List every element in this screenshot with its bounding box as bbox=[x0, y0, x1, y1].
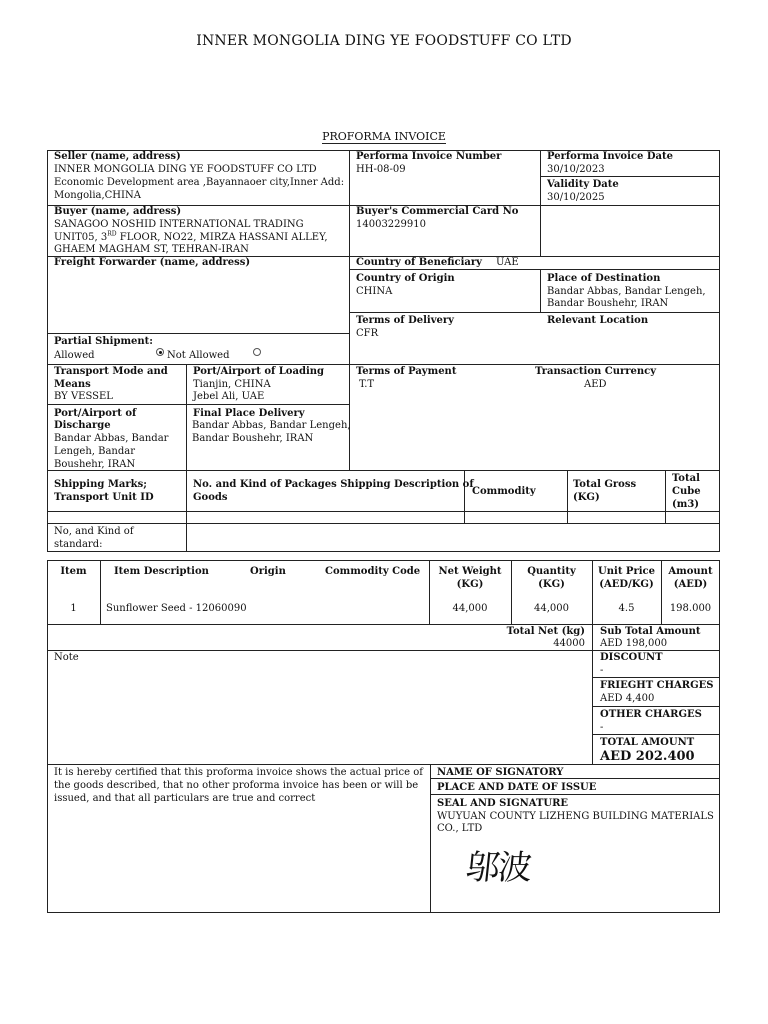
discount-value: - bbox=[600, 665, 604, 676]
partial-allowed-label: Allowed bbox=[54, 350, 95, 361]
final-delivery-line-1: Bandar Abbas, Bandar Lengeh, bbox=[192, 420, 351, 431]
shipping-marks-label-2: Transport Unit ID bbox=[54, 492, 154, 503]
buyer-line-2: UNIT05, 3RD FLOOR, NO22, MIRZA HASSANI ALLEY, bbox=[54, 230, 328, 243]
discharge-label-2: Discharge bbox=[54, 420, 111, 431]
row-quantity: 44,000 bbox=[534, 603, 569, 614]
packages-label-2: Goods bbox=[193, 492, 228, 503]
gross-label-1: Total Gross bbox=[573, 479, 637, 490]
final-delivery-line-2: Bandar Boushehr, IRAN bbox=[192, 433, 314, 444]
buyer-label: Buyer (name, address) bbox=[54, 206, 182, 217]
origin-country-label: Country of Origin bbox=[356, 273, 455, 284]
partial-allowed-radio[interactable] bbox=[156, 348, 164, 356]
col-commodity-code-header: Commodity Code bbox=[325, 566, 421, 577]
cube-label-2: Cube bbox=[672, 486, 701, 497]
note-label: Note bbox=[54, 652, 79, 663]
currency-value: AED bbox=[584, 379, 607, 390]
invoice-header-frame bbox=[47, 150, 720, 471]
row-unit-price: 4.5 bbox=[618, 603, 635, 614]
col-quantity-header-1: Quantity bbox=[527, 566, 576, 577]
total-net-value: 44000 bbox=[553, 638, 585, 649]
destination-line-1: Bandar Abbas, Bandar Lengeh, bbox=[547, 286, 706, 297]
standard-label-1: No, and Kind of bbox=[54, 526, 134, 537]
total-amount-value: AED 202.400 bbox=[600, 749, 695, 764]
row-net-weight: 44,000 bbox=[452, 603, 488, 614]
signatory-name-label: NAME OF SIGNATORY bbox=[437, 767, 564, 778]
row-amount: 198.000 bbox=[669, 603, 712, 614]
document-title: PROFORMA INVOICE bbox=[322, 130, 446, 143]
currency-label: Transaction Currency bbox=[535, 366, 657, 377]
destination-label: Place of Destination bbox=[547, 273, 661, 284]
total-amount-label: TOTAL AMOUNT bbox=[600, 737, 695, 748]
payment-label: Terms of Payment bbox=[356, 366, 457, 377]
buyer-line-3: GHAEM MAGHAM ST, TEHRAN-IRAN bbox=[54, 244, 249, 255]
signatory-company-line-2: CO., LTD bbox=[437, 823, 483, 834]
freight-charges-label: FRIEGHT CHARGES bbox=[600, 680, 714, 691]
gross-label-2: (KG) bbox=[573, 492, 600, 503]
seller-line-2: Economic Development area ,Bayannaoer city,Inner Add: bbox=[54, 177, 345, 188]
col-net-weight-header-1: Net Weight bbox=[438, 566, 502, 577]
buyer-line-1: SANAGOO NOSHID INTERNATIONAL TRADING bbox=[54, 219, 304, 230]
beneficiary-label: Country of Beneficiary bbox=[356, 257, 482, 268]
validity-date-value: 30/10/2025 bbox=[547, 192, 605, 203]
payment-value: T.T bbox=[359, 379, 375, 390]
seller-line-3: Mongolia,CHINA bbox=[54, 190, 141, 201]
col-item-header: Item bbox=[60, 566, 87, 577]
subtotal-value: AED 198,000 bbox=[600, 638, 668, 649]
cube-label-1: Total bbox=[672, 473, 700, 484]
freight-forwarder-label: Freight Forwarder (name, address) bbox=[54, 257, 251, 268]
partial-shipment-label: Partial Shipment: bbox=[54, 336, 153, 347]
discharge-line-2: Lengeh, Bandar bbox=[54, 446, 136, 457]
commodity-label: Commodity bbox=[472, 486, 536, 497]
col-quantity-header-2: (KG) bbox=[538, 579, 565, 590]
col-amount-header-2: (AED) bbox=[673, 579, 708, 590]
validity-date-label: Validity Date bbox=[547, 179, 619, 190]
origin-country-value: CHINA bbox=[356, 286, 393, 297]
partial-not-allowed-label: Not Allowed bbox=[167, 350, 230, 361]
invoice-date-label: Performa Invoice Date bbox=[547, 151, 673, 162]
col-unit-price-header-2: (AED/KG) bbox=[599, 579, 654, 590]
company-title: INNER MONGOLIA DING YE FOODSTUFF CO LTD bbox=[196, 33, 572, 49]
signatory-company-line-1: WUYUAN COUNTY LIZHENG BUILDING MATERIALS bbox=[437, 811, 714, 822]
loading-label: Port/Airport of Loading bbox=[193, 366, 325, 377]
col-unit-price-header-1: Unit Price bbox=[598, 566, 655, 577]
partial-not-allowed-radio[interactable] bbox=[253, 348, 261, 356]
col-description-header: Item Description bbox=[114, 566, 209, 577]
row-item: 1 bbox=[70, 603, 77, 614]
invoice-number-value: HH-08-09 bbox=[356, 164, 406, 175]
packages-label-1: No. and Kind of Packages Shipping Description of bbox=[193, 479, 474, 490]
loading-line-1: Tianjin, CHINA bbox=[193, 379, 271, 390]
beneficiary-value: UAE bbox=[496, 257, 519, 268]
col-origin-header: Origin bbox=[250, 566, 286, 577]
final-delivery-label: Final Place Delivery bbox=[193, 408, 305, 419]
discharge-line-1: Bandar Abbas, Bandar bbox=[54, 433, 169, 444]
transport-label-1: Transport Mode and bbox=[54, 366, 168, 377]
total-net-label: Total Net (kg) bbox=[506, 626, 585, 637]
seal-signature-label: SEAL AND SIGNATURE bbox=[437, 798, 569, 809]
certification-line-3: issued, and that all particulars are true and correct bbox=[54, 793, 316, 804]
loading-line-2: Jebel Ali, UAE bbox=[193, 391, 265, 402]
transport-value: BY VESSEL bbox=[54, 391, 113, 402]
place-date-label: PLACE AND DATE OF ISSUE bbox=[437, 782, 597, 793]
other-charges-value: - bbox=[600, 722, 604, 733]
commercial-card-label: Buyer's Commercial Card No bbox=[356, 206, 519, 217]
cube-label-3: (m3) bbox=[672, 499, 700, 510]
discharge-line-3: Boushehr, IRAN bbox=[54, 459, 136, 470]
invoice-date-value: 30/10/2023 bbox=[547, 164, 605, 175]
subtotal-label: Sub Total Amount bbox=[600, 626, 701, 637]
freight-charges-value: AED 4,400 bbox=[600, 693, 655, 704]
handwritten-signature: 邬波 bbox=[463, 848, 533, 888]
standard-label-2: standard: bbox=[54, 539, 103, 550]
terms-delivery-value: CFR bbox=[356, 328, 379, 339]
col-amount-header-1: Amount bbox=[668, 566, 713, 577]
relevant-location-label: Relevant Location bbox=[547, 315, 649, 326]
certification-line-2: the goods described, that no other proforma invoice has been or will be bbox=[54, 780, 419, 791]
terms-delivery-label: Terms of Delivery bbox=[356, 315, 454, 326]
seller-label: Seller (name, address) bbox=[54, 151, 181, 162]
certification-line-1: It is hereby certified that this proforma invoice shows the actual price of bbox=[54, 767, 423, 778]
discount-label: DISCOUNT bbox=[600, 652, 663, 663]
other-charges-label: OTHER CHARGES bbox=[600, 709, 702, 720]
row-description: Sunflower Seed - 12060090 bbox=[106, 603, 247, 614]
destination-line-2: Bandar Boushehr, IRAN bbox=[547, 298, 669, 309]
shipping-marks-label-1: Shipping Marks; bbox=[54, 479, 147, 490]
commercial-card-value: 14003229910 bbox=[356, 219, 426, 230]
invoice-number-label: Performa Invoice Number bbox=[356, 151, 502, 162]
transport-label-2: Means bbox=[54, 379, 91, 390]
discharge-label-1: Port/Airport of bbox=[54, 408, 137, 419]
col-net-weight-header-2: (KG) bbox=[456, 579, 484, 590]
seller-line-1: INNER MONGOLIA DING YE FOODSTUFF CO LTD bbox=[54, 164, 317, 175]
